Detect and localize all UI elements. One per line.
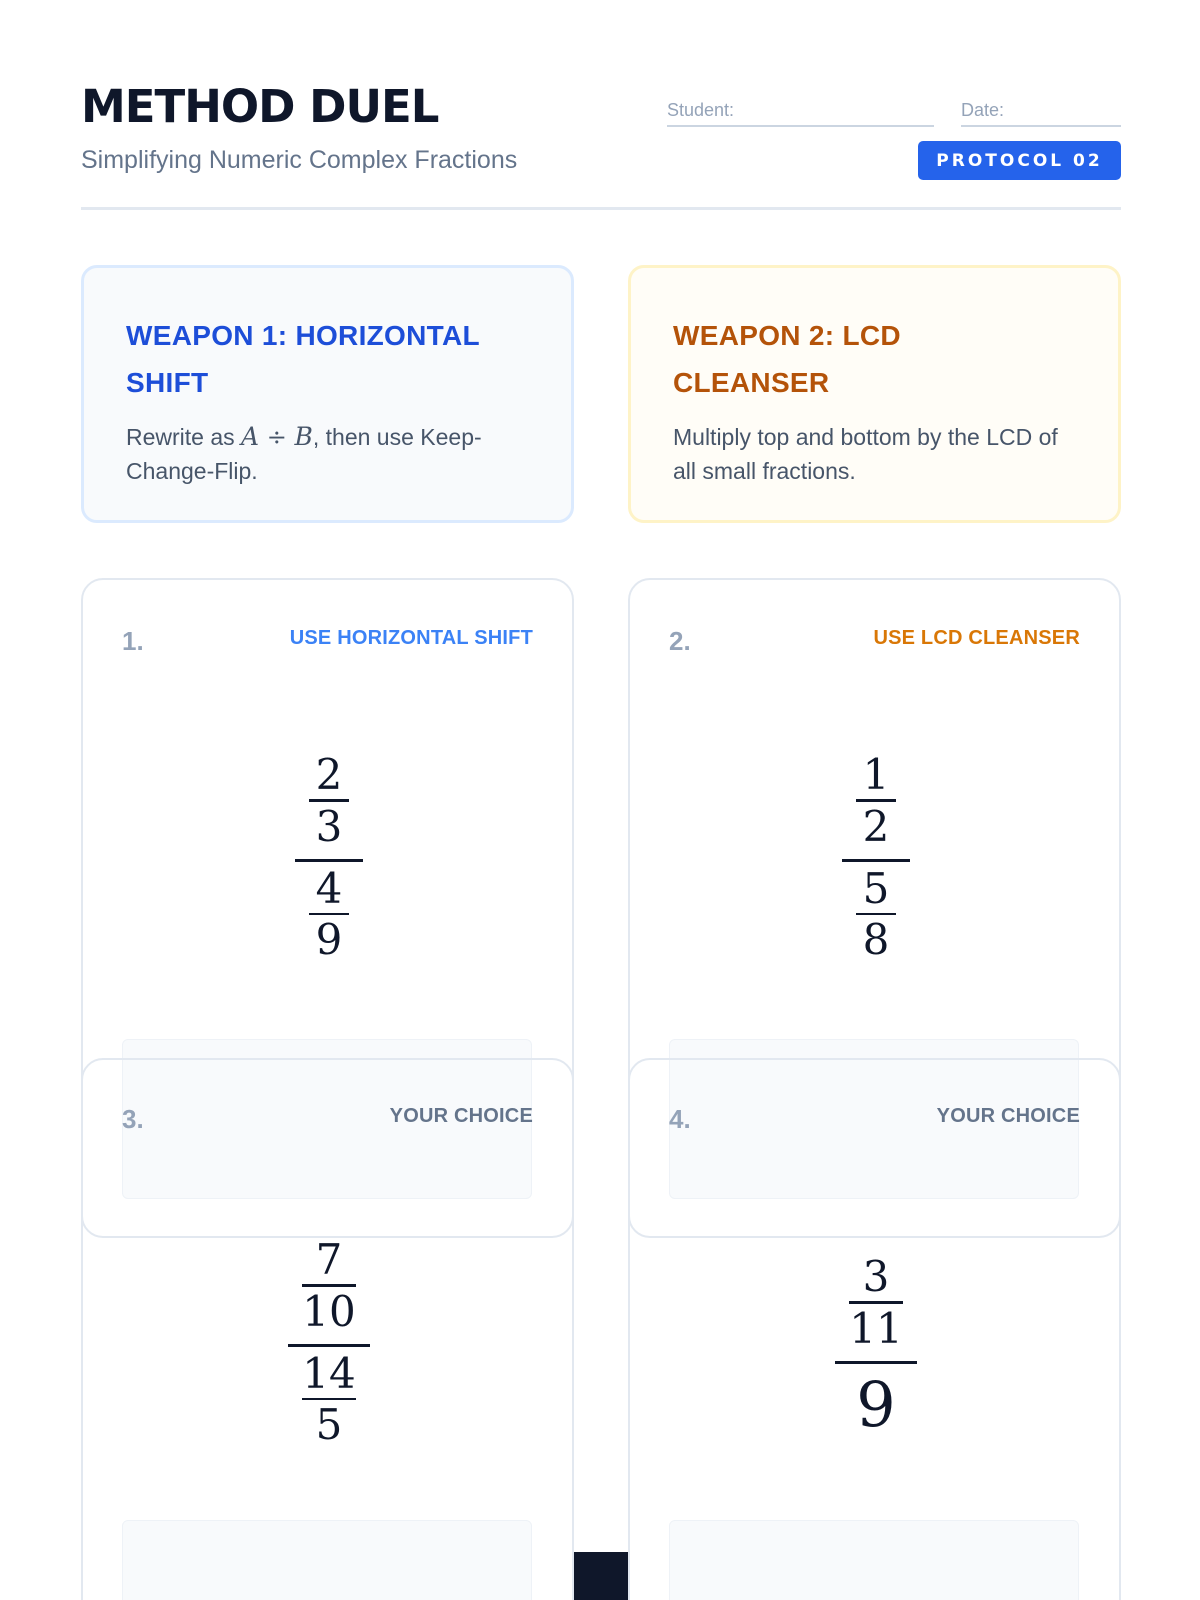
problem-number: 2. <box>669 626 691 656</box>
fraction-numerator: 3 <box>862 1252 890 1301</box>
work-area[interactable] <box>122 1520 532 1600</box>
date-field[interactable] <box>961 100 1121 127</box>
fraction-denominator: 2 <box>862 801 890 851</box>
fraction-numerator: 4 <box>315 863 343 913</box>
weapon-card-horizontal-shift <box>81 265 574 523</box>
main-fraction-bar <box>295 859 363 862</box>
complex-fraction <box>229 750 429 964</box>
weapon-title <box>673 312 1076 406</box>
desc-text: , then use Keep-Change-Flip. <box>126 424 482 484</box>
student-label: Student: <box>667 100 735 120</box>
header-divider <box>81 207 1121 210</box>
protocol-badge: PROTOCOL 02 <box>918 141 1121 180</box>
fraction-numerator: 5 <box>862 863 890 913</box>
main-fraction-bar <box>835 1361 916 1364</box>
fraction-numerator: 14 <box>302 1348 356 1398</box>
weapon-title <box>126 312 529 406</box>
problem-number: 1. <box>122 626 144 656</box>
weapon-card-lcd-cleanser <box>628 265 1121 523</box>
numerator-fraction <box>288 1235 369 1336</box>
math-variable-b: B <box>294 422 313 451</box>
fraction-denominator: 11 <box>849 1303 903 1353</box>
denominator-fraction <box>842 864 910 965</box>
desc-text: Rewrite as <box>126 424 242 450</box>
complex-fraction <box>229 1235 429 1449</box>
date-label: Date: <box>961 100 1005 120</box>
problem-number: 4. <box>669 1104 691 1134</box>
weapon-description <box>126 420 529 488</box>
weapon-title-line: WEAPON 2: LCD <box>673 320 901 351</box>
method-tag: YOUR CHOICE <box>389 1105 533 1127</box>
weapon-description: Multiply top and bottom by the LCD of all small fractions. <box>673 424 1058 484</box>
problem-number: 3. <box>122 1104 144 1134</box>
complex-fraction <box>776 750 976 964</box>
numerator-fraction <box>295 750 363 851</box>
method-tag: YOUR CHOICE <box>936 1105 1080 1127</box>
denominator-fraction <box>288 1349 369 1450</box>
main-fraction-bar <box>288 1344 369 1347</box>
fraction-denominator: 8 <box>862 915 890 964</box>
fraction-numerator: 7 <box>315 1235 343 1284</box>
math-variable-a: A <box>241 422 260 451</box>
fraction-numerator: 1 <box>862 750 890 799</box>
numerator-fraction <box>842 750 910 851</box>
weapon-title-line: WEAPON 1: HORIZONTAL <box>126 320 480 351</box>
fraction-denominator: 5 <box>315 1400 343 1449</box>
denominator-fraction <box>295 864 363 965</box>
fraction-numerator: 2 <box>315 750 343 799</box>
student-field[interactable] <box>667 100 934 127</box>
division-symbol: ÷ <box>259 423 295 451</box>
weapon-title-line: SHIFT <box>126 367 209 398</box>
problem-card-4 <box>628 1058 1121 1238</box>
fraction-denominator: 3 <box>315 801 343 851</box>
numerator-fraction <box>835 1252 916 1353</box>
fraction-denominator: 9 <box>315 915 343 964</box>
complex-fraction <box>776 1252 976 1442</box>
main-fraction-bar <box>842 859 910 862</box>
denominator-whole: 9 <box>856 1367 896 1441</box>
work-area[interactable] <box>669 1520 1079 1600</box>
weapon-title-line: CLEANSER <box>673 367 830 398</box>
method-tag: USE HORIZONTAL SHIFT <box>289 627 533 649</box>
page-title: METHOD DUEL <box>81 80 439 133</box>
method-tag: USE LCD CLEANSER <box>873 627 1080 649</box>
problem-card-3 <box>81 1058 574 1238</box>
page-subtitle: Simplifying Numeric Complex Fractions <box>81 146 518 174</box>
fraction-denominator: 10 <box>302 1286 356 1336</box>
